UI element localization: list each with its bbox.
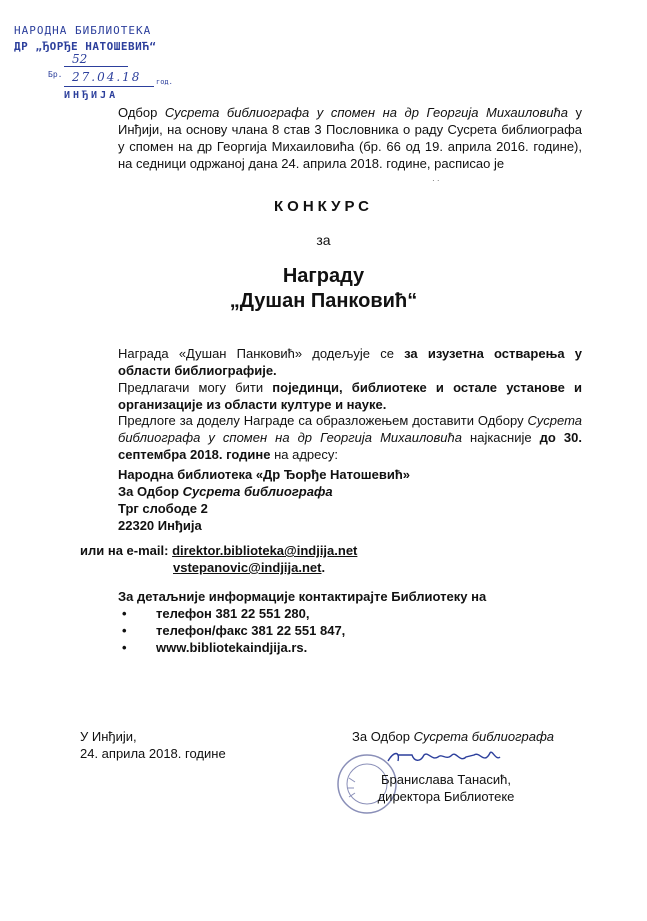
place-date bbox=[80, 728, 226, 762]
stamp-date: 27.04.18 bbox=[72, 70, 142, 84]
stamp-library-name: НАРОДНА БИБЛИОТЕКА bbox=[14, 24, 152, 37]
contact-list bbox=[118, 605, 486, 656]
contact-phone: • телефон 381 22 551 280, bbox=[118, 605, 486, 622]
contact-fax: • телефон/факс 381 22 551 847, bbox=[118, 622, 486, 639]
scan-speck: · · bbox=[432, 176, 440, 185]
title-za: за bbox=[316, 232, 331, 248]
signer-block bbox=[352, 771, 540, 805]
committee-line: За Одбор Сусрета библиографа bbox=[352, 729, 555, 744]
address-block bbox=[118, 466, 410, 534]
paragraph-submission: Предлоге за доделу Награде са образложењем доставити Одбору Сусрета библиографа у спомен на др Георгија Михаиловића најкасније до 30. септембра 2018. године на адресу: bbox=[118, 413, 582, 462]
address-line: Народна библиотека «Др Ђорђе Натошевић» bbox=[118, 467, 411, 482]
address-line: 22320 Инђија bbox=[118, 518, 202, 533]
award-name: Награду „Душан Панковић“ bbox=[229, 265, 418, 312]
email-link-director[interactable]: direktor.biblioteka@indjija.net bbox=[172, 543, 358, 558]
handwritten-signature bbox=[384, 747, 514, 769]
contact-website[interactable]: • www.bibliotekaindjija.rs. bbox=[118, 639, 486, 656]
email-link-stepanovic[interactable]: vstepanovic@indjija.net bbox=[173, 560, 322, 575]
email-block: или на e-mail: direktor.biblioteka@indjija.net vstepanovic@indjija.net. bbox=[80, 543, 358, 575]
paragraph-award: Награда «Душан Панковић» додељује се за изузетна остварења у области библиографије. bbox=[118, 346, 583, 378]
stamp-number: 52 bbox=[72, 52, 88, 66]
contact-block bbox=[118, 588, 486, 656]
registry-stamp bbox=[8, 22, 176, 108]
date: 24. априла 2018. године bbox=[80, 746, 226, 761]
stamp-god-label: год. bbox=[156, 78, 173, 86]
signer-name: Бранислава Танасић, bbox=[381, 772, 511, 787]
address-line: За Одбор Сусрета библиографа bbox=[118, 484, 333, 499]
stamp-br-label: Бр. bbox=[48, 70, 63, 79]
place: У Инђији, bbox=[80, 729, 137, 744]
intro-paragraph: Одбор Сусрета библиографа у спомен на др Георгија Михаиловића у Инђији, на основу члана 8 став 3 Пословника о раду Сусрета библиографа у спомен на др Георгија Михаиловића (бр. 66 од 19. априла 2016. године), на седници одржаној дана 24. априла 2018. године, расписао је bbox=[118, 105, 582, 171]
paragraph-proposers: Предлагачи могу бити појединци, библиотеке и остале установе и организације из области културе и науке. bbox=[118, 380, 582, 412]
contact-intro: За детаљније информације контактирајте Библиотеку на bbox=[118, 589, 487, 604]
stamp-line bbox=[64, 66, 128, 67]
stamp-city: ИНЂИЈА bbox=[64, 90, 119, 101]
document-title: КОНКУРС bbox=[274, 198, 373, 215]
email-label: или на e-mail: bbox=[80, 543, 173, 558]
stamp-line bbox=[64, 86, 154, 87]
address-line: Трг слободе 2 bbox=[118, 501, 208, 516]
stamp-library-subname: ДР „ЂОРЂЕ НАТОШЕВИЋ“ bbox=[14, 40, 157, 53]
signer-title: директора Библиотеке bbox=[377, 789, 515, 804]
